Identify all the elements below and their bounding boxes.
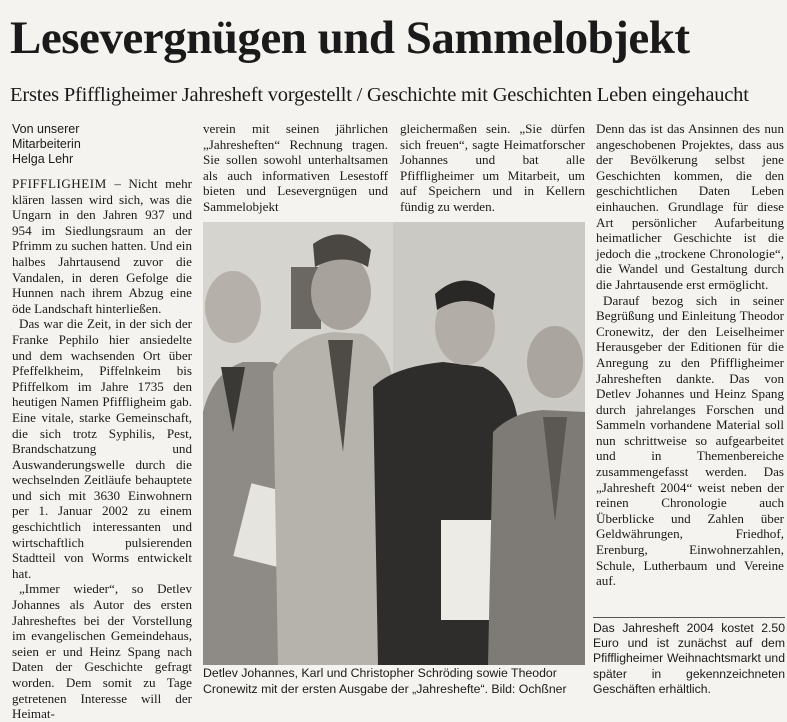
- column-1-paragraph-1: [12, 176, 192, 316]
- photo-illustration: [203, 222, 585, 665]
- column-2: [203, 121, 388, 215]
- caption-line-1: Detlev Johannes, Karl und Christopher Schröding sowie Theodor: [203, 666, 557, 680]
- column-3-paragraph: gleichermaßen sein. „Sie dürfen sich freuen“, sagte Heimatforscher Johannes und bat alle Pfiffligheimer um Mitarbeit, um auf Speichern und in Kellern fündig zu werden.: [400, 121, 585, 214]
- article-subheadline: Erstes Pfiffligheimer Jahresheft vorgestellt / Geschichte mit Geschichten Leben eingehaucht: [10, 84, 749, 106]
- column-2-paragraph: verein mit seinen jährlichen „Jahresheften“ Rechnung tragen. Sie sollen sowohl unterhaltsamen als auch informativen Lesestoff bieten und Lesevergnügen und Sammelobjekt: [203, 121, 388, 214]
- column-3: [400, 121, 585, 215]
- byline: [12, 122, 182, 167]
- dateline: PFIFFLIGHEIM: [12, 176, 107, 191]
- photo-caption: [203, 666, 593, 697]
- byline-line-1: Von unserer: [12, 122, 80, 136]
- byline-line-2: Mitarbeiterin: [12, 137, 81, 151]
- column-1-lead-text: – Nicht mehr klären lassen wird sich, was die Ungarn in den Jahren 937 und 954 im Siedlungsraum an der Pfrimm zu suchen hatten. Und ein halbes Jahrtausend zuvor die Vandalen, in deren Gefolge die Hunnen nach ihrem Abzug eine öde Landschaft hinterließen.: [12, 176, 192, 316]
- byline-line-3: Helga Lehr: [12, 152, 74, 166]
- column-4-paragraph-2: Darauf bezog sich in seiner Begrüßung und Einleitung Theodor Cronewitz, der den Leiselheimer Herausgeber der Editionen für die Anregung zu den Pfiffligheimer Jahresheften dankte. Das von Detlev Johannes und Heinz Spang durch jahrelanges Forschen und Sammeln vorhandene Material soll nun schrittweise so aufgearbeitet und in Themenbereiche zusammengefasst werden. Das „Jahresheft 2004“ weist neben der reinen Chronologie auch Überblicke und Zahlen über Geldwährungen, Friedhof, Erenburg, Einwohnerzahlen, Schule, Lutherbaum und Vereine auf.: [596, 292, 784, 589]
- caption-line-2: Cronewitz mit der ersten Ausgabe der „Jahreshefte“. Bild: Ochßner: [203, 681, 567, 696]
- group-photo: [203, 222, 585, 665]
- column-1: [12, 176, 192, 722]
- column-4: [596, 121, 784, 589]
- column-1-paragraph-3: „Immer wieder“, so Detlev Johannes als Autor des ersten Jahresheftes bei der Vorstellung im evangelischen Gemeindehaus, seien er und Heinz Spang nach Daten der Geschichte gefragt worden. Dem somit zu Tage getretenen Interesse will der Heimat-: [12, 581, 192, 722]
- article-headline: Lesevergnügen und Sammelobjekt: [10, 12, 690, 64]
- column-4-paragraph-1: Denn das ist das Ansinnen des nun angeschobenen Projektes, dass aus der Bevölkerung selbst jene Geschichten kommen, die den geschichtlichen Daten Leben einhauchen. Grundlage für diese Art persönlicher Aufarbeitung heimatlicher Geschichte ist die jedoch die „trockene Chronologie“, die Wandel und Gestaltung durch die Jahrtausende erst ermöglicht.: [596, 121, 784, 292]
- info-box: Das Jahresheft 2004 kostet 2.50 Euro und ist zunächst auf dem Pfiffligheimer Weihnachtsmarkt und später in gekennzeichneten Geschäften erhältlich.: [593, 617, 785, 704]
- column-1-paragraph-2: Das war die Zeit, in der sich der Franke Pephilo hier ansiedelte und dem wachsenden Ort über Pfeffelkheim, Piffelnkeim bis Pfiffelkom im Jahre 1735 den heutigen Namen Pfiffligheim gab. Eine vitale, starke Gemeinschaft, die sich trotz Syphilis, Pest, Brandschatzung und Auswanderungswelle durch die wechselnden Zeitläufe behauptete und sich mit 3630 Einwohnern per 1. Januar 2002 zu einem geschichtlich interessanten und wirtschaftlich pulsierenden Stadtteil von Worms entwickelt hat.: [12, 316, 192, 581]
